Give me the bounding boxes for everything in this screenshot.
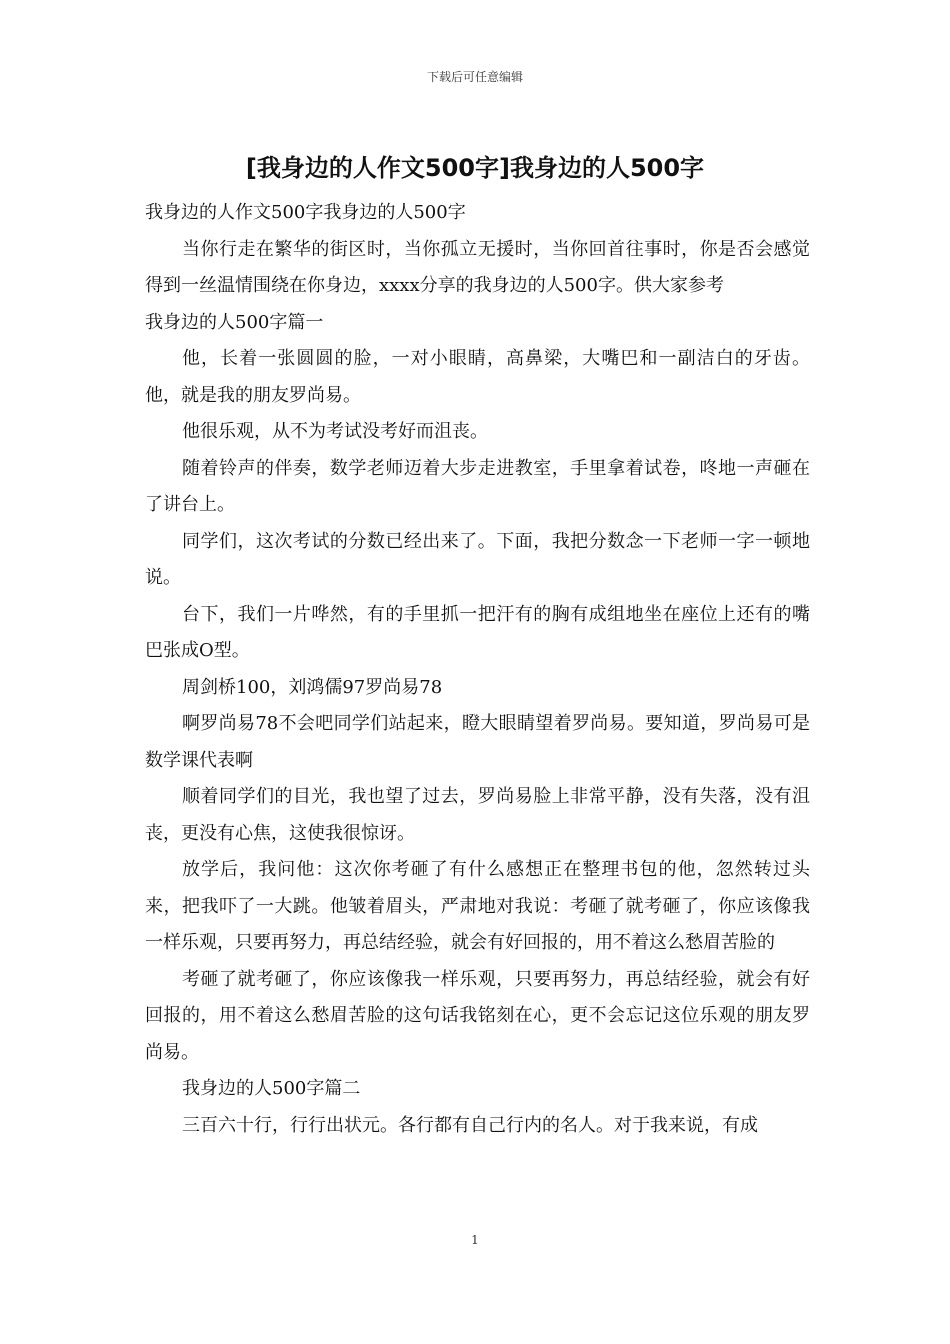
paragraph: 放学后，我问他：这次你考砸了有什么感想正在整理书包的他，忽然转过头来，把我吓了一大跳。他皱着眉头，严肃地对我说：考砸了就考砸了，你应该像我一样乐观，只要再努力，再总结经验，就会有好回报的，用不着这么愁眉苦脸的 [145, 859, 810, 953]
paragraph: 他很乐观，从不为考试没考好而沮丧。 [182, 421, 488, 442]
header-note: 下载后可任意编辑 [426, 70, 523, 84]
subtitle-line: 我身边的人作文500字我身边的人500字 [145, 202, 466, 223]
document-title: [我身边的人作文500字]我身边的人500字 [245, 154, 705, 182]
section-heading: 我身边的人500字篇二 [182, 1078, 361, 1099]
paragraph: 当你行走在繁华的街区时，当你孤立无援时，当你回首往事时，你是否会感觉得到一丝温情围绕在你身边，xxxx分享的我身边的人500字。供大家参考 [145, 238, 810, 296]
paragraph: 三百六十行，行行出状元。各行都有自己行内的名人。对于我来说，有成 [182, 1114, 758, 1136]
document-body [145, 195, 810, 1144]
paragraph: 周剑桥100，刘鸿儒97罗尚易78 [182, 676, 443, 698]
paragraph: 台下，我们一片哗然，有的手里抓一把汗有的胸有成组地坐在座位上还有的嘴巴张成O型。 [145, 603, 810, 661]
paragraph: 啊罗尚易78不会吧同学们站起来，瞪大眼睛望着罗尚易。要知道，罗尚易可是数学课代表啊 [145, 713, 810, 771]
paragraph: 随着铃声的伴奏，数学老师迈着大步走进教室，手里拿着试卷，咚地一声砸在了讲台上。 [145, 457, 810, 515]
section-heading: 我身边的人500字篇一 [145, 311, 324, 333]
paragraph: 考砸了就考砸了，你应该像我一样乐观，只要再努力，再总结经验，就会有好回报的，用不着这么愁眉苦脸的这句话我铭刻在心，更不会忘记这位乐观的朋友罗尚易。 [145, 968, 810, 1063]
page-number: 1 [471, 1233, 479, 1247]
paragraph: 同学们，这次考试的分数已经出来了。下面，我把分数念一下老师一字一顿地说。 [145, 530, 810, 588]
paragraph: 他，长着一张圆圆的脸，一对小眼睛，高鼻梁，大嘴巴和一副洁白的牙齿。他，就是我的朋友罗尚易。 [145, 348, 810, 406]
paragraph: 顺着同学们的目光，我也望了过去，罗尚易脸上非常平静，没有失落，没有沮丧，更没有心焦，这使我很惊讶。 [145, 786, 810, 844]
